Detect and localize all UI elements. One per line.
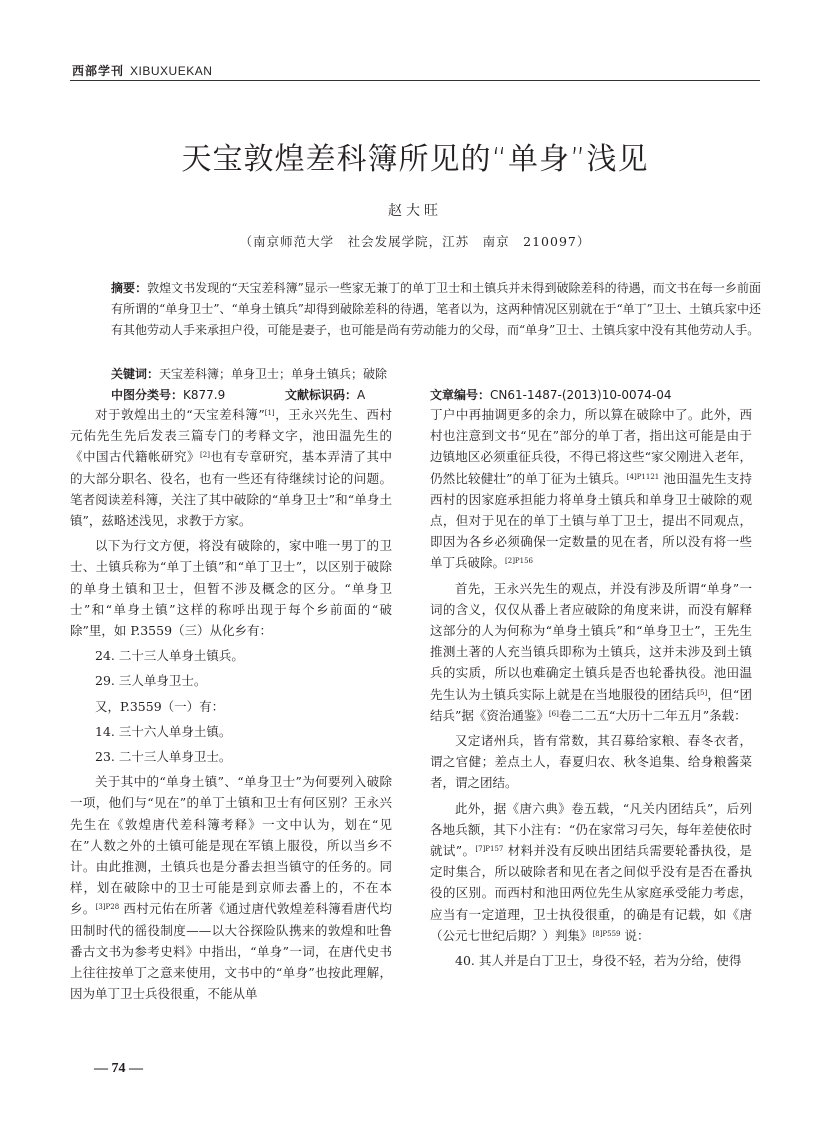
abstract-label: 摘要： [111,281,148,295]
paragraph: 此外，据《唐六典》卷五载，“凡关内团结兵”，后列各地兵额，其下小注有：“仍在家常习弓矢，每年差使依时就试”。$^{[7]P157}$ 材料并没有反映出团结兵需要轮番执役，是定时集合，所以破除者和见在者之间似乎没有是否在番执役的区别。而西村和池田两位先生从家庭承受能力考虑，应当有一定道理，卫士执役很重，的确是有记载，如《唐（公元七世纪后期？）判集》$^{[8]P559}$ 说： [430,800,752,943]
journal-header [72,62,212,79]
article-no-label: 文章编号： [430,388,491,402]
abstract-text: 敦煌文书发现的“天宝差科簿”显示一些家无兼丁的单丁卫士和土镇兵并未得到破除差科的待遇，而文书在每一乡前面有所谓的“单身卫士”、“单身土镇兵”却得到破除差科的待遇，笔者以为，这两种情况区别就在于“单丁”卫士、土镇兵家中还有其他劳动人手来承担户役，可能是妻子，也可能是尚有劳动能力的父母，而“单身”卫士、土镇兵家中没有其他劳动人手。 [111,281,761,337]
keywords [111,364,761,385]
journal-name-cn: 西部学刊 [72,64,125,78]
left-column [70,404,392,1008]
citation-mark: [4]P1121 [626,472,660,481]
citation-mark: [8]P559 [592,929,621,938]
article-no-value: CN61-1487-(2013)10-0074-04 [490,388,672,402]
header-rule [70,80,760,81]
citation-mark: [1] [264,409,275,417]
paragraph: 关于其中的“单身土镇”、“单身卫士”为何要列入破除一项，他们与“见在”的单丁土镇和卫士有何区别？王永兴先生在《敦煌唐代差科簿考释》一文中认为，划在“见在”人数之外的土镇可能是现在军镇上服役，所以当乡不计。由此推测，土镇兵也是分番去担当镇守的任务的。同样，划在破除中的卫士可能是到京师去番上的，不在本乡。$^{[3]P28}$ 西村元佑在所著《通过唐代敦煌差科簿看唐代均田制时代的徭役制度——以大谷探险队携来的敦煌和吐鲁番古文书为参考史料》中指出，“单身”一词，在唐代史书上往往按单丁之意来使用，文书中的“单身”也按此理解，因为单丁卫士兵役很重，不能从单 [70,774,392,1002]
quoted-line: 40. 其人并是白丁卫士，身役不轻，若为分给，使得 [455,953,742,969]
doc-code-label: 文献标识码： [285,388,358,402]
keywords-label: 关键词： [111,367,160,381]
citation-mark: [5] [697,688,708,697]
article-number [430,386,671,403]
quoted-line: 29. 三人单身卫士。 [95,673,207,689]
right-column [430,404,752,975]
article-author: 赵大旺 [388,203,442,219]
quoted-line: 又，P.3559（一）有： [95,698,225,714]
citation-mark: [7]P157 [475,845,504,854]
page-number: — 74 — [94,1061,143,1076]
clc-label: 中图分类号： [111,388,184,402]
journal-name-en: XIBUXUEKAN [130,64,213,78]
citation-mark: [2] [200,451,210,460]
quoted-line: 14. 三十六人单身土镇。 [95,723,232,739]
document-code [285,386,365,403]
paragraph: 以下为行文方便，将没有破除的，家中唯一男丁的卫士、土镇兵称为“单丁土镇”和“单丁卫士”，以区别于破除的单身土镇和卫士，但暂不涉及概念的区分。“单身卫士”和“单身土镇”这样的称呼出现于每个乡前面的“破除”里，如 P.3559（三）从化乡有： [70,538,392,639]
paragraph: 对于敦煌出土的“天宝差科簿”[1]，王永兴先生、西村元佑先生先后发表三篇专门的考释文字，池田温先生的《中国古代籍帐研究》[2]也有专章研究，基本弄清了其中的大部分职名、役名，也有一些还有待继续讨论的问题。笔者阅读差科簿，关注了其中破除的“单身卫士”和“单身土镇”，兹略述浅见，求教于方家。 [70,407,392,529]
citation-mark: [6] [548,709,559,718]
article-title: 天宝敦煌差科簿所见的“单身”浅见 [181,142,649,177]
quotation: 又定诸州兵，皆有常数，其召募给家粮、春冬衣者，谓之官健；差点土人，春夏归农、秋冬追集、给身粮酱菜者，谓之团结。 [430,733,752,791]
citation-mark: [2]P156 [505,557,534,566]
abstract [111,278,761,341]
paragraph: 丁户中再抽调更多的余力，所以算在破除中了。此外，西村也注意到文书“见在”部分的单丁者，指出这可能是由于边镇地区必须重征兵役，不得已将这些“家父刚进入老年，仍然比较健壮”的单丁征为土镇兵。$^{[4]P1121}$ 池田温先生支持西村的因家庭承担能力将单身土镇兵和单身卫士破除的观点，但对于见在的单丁土镇与单丁卫士，提出不同观点，即因为各乡必须确保一定数量的见在者，所以没有将一些单丁兵破除。$^{[2]P156}$ [430,407,752,571]
paragraph: 首先，王永兴先生的观点，并没有涉及所谓“单身”一词的含义，仅仅从番上者应破除的角度来讲，而没有解释这部分的人为何称为“单身土镇兵”和“单身卫士”，王先生推测土著的人充当镇兵即称为土镇兵，这并未涉及到土镇兵的实质，所以也难确定土镇兵是否也轮番执役。池田温先生认为土镇兵实际上就是在当地服役的团结兵[5]，但“团结兵”据《资治通鉴》[6]卷二二五“大历十二年五月”条载： [430,580,752,723]
clc-value: K877.9 [183,388,226,402]
citation-mark: [3]P28 [95,903,120,912]
quoted-line: 23. 二十三人单身卫士。 [95,749,232,765]
doc-code-value: A [357,388,366,402]
quoted-line: 24. 二十三人单身土镇兵。 [95,648,244,664]
clc-code [111,386,225,403]
keywords-text: 天宝差科簿；单身卫士；单身土镇兵；破除 [159,367,388,381]
author-affiliation: （南京师范大学 社会发展学院，江苏 南京 210097） [239,234,591,249]
